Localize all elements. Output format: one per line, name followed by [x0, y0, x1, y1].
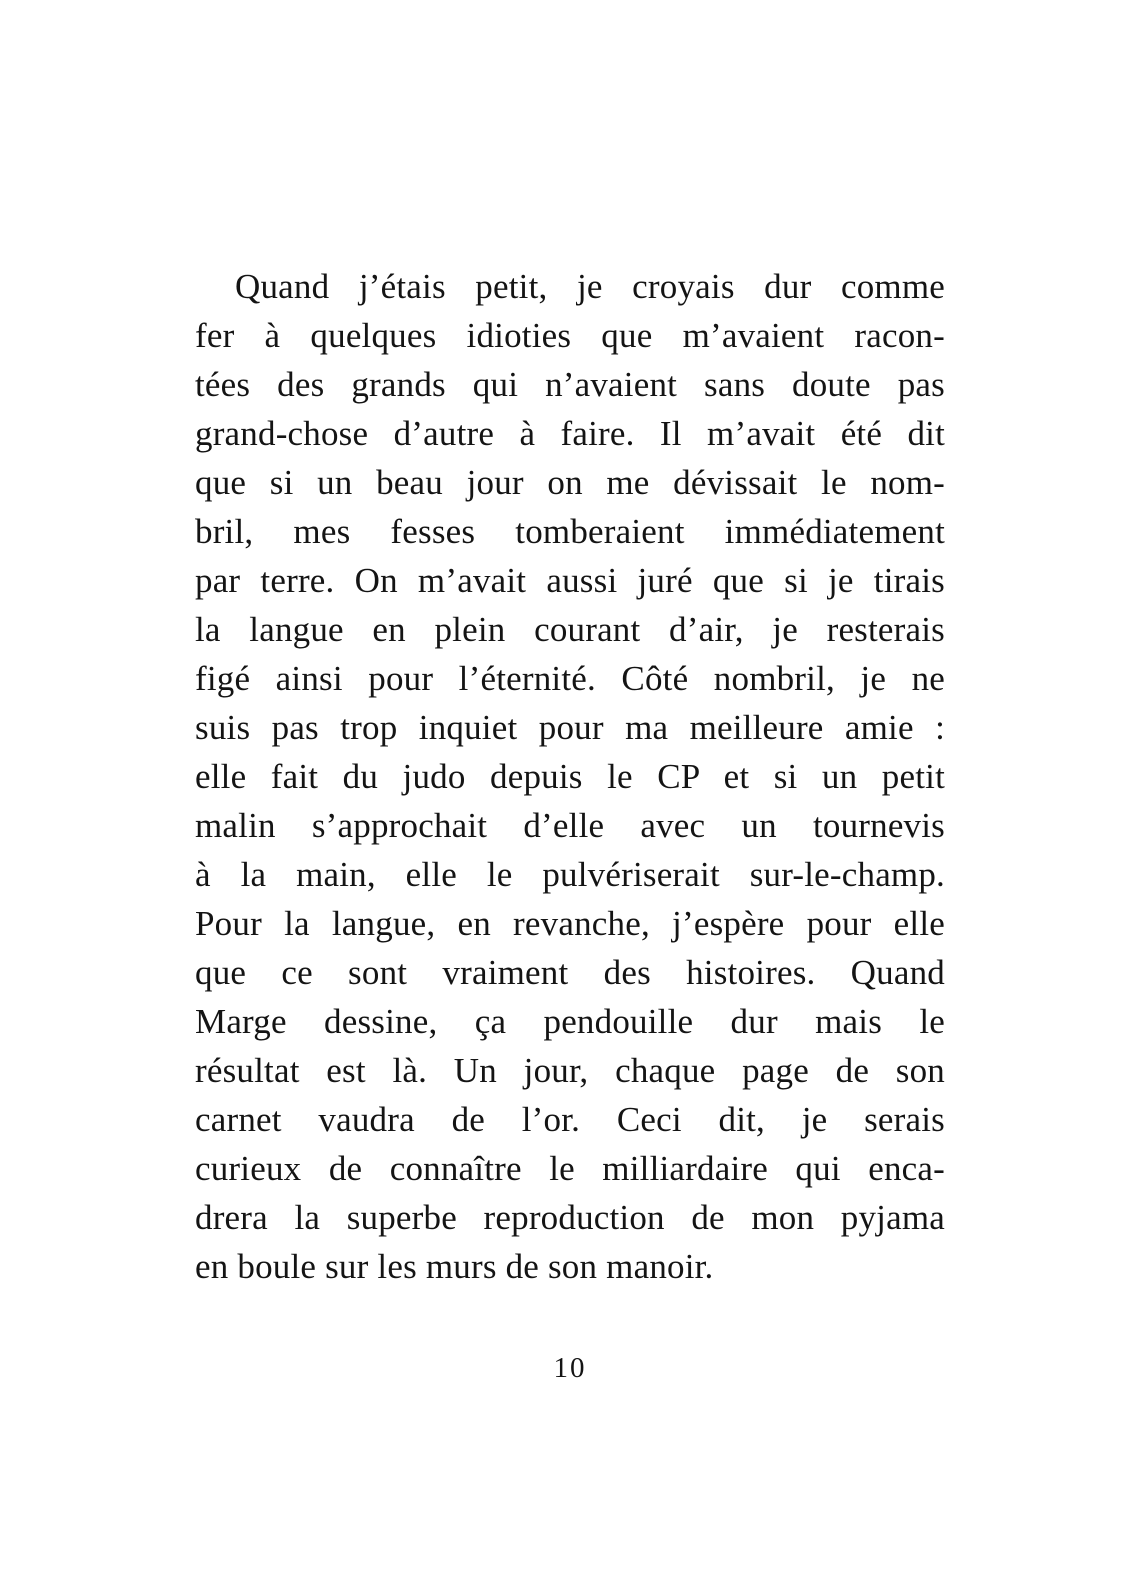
text-line: figé ainsi pour l’éternité. Côté nombril, je ne [195, 659, 945, 698]
text-line: suis pas trop inquiet pour ma meilleure amie : [195, 708, 945, 747]
text-line: que si un beau jour on me dévissait le nom- [195, 463, 945, 502]
text-line: Quand j’étais petit, je croyais dur comme [235, 267, 945, 306]
text-line: curieux de connaître le milliardaire qui enca- [195, 1149, 945, 1188]
text-line: Pour la langue, en revanche, j’espère pour elle [195, 904, 945, 943]
text-line: drera la superbe reproduction de mon pyjama [195, 1198, 945, 1237]
text-line: elle fait du judo depuis le CP et si un petit [195, 757, 945, 796]
text-line: bril, mes fesses tomberaient immédiatement [195, 512, 945, 551]
text-line: grand-chose d’autre à faire. Il m’avait été dit [195, 414, 945, 453]
text-line: par terre. On m’avait aussi juré que si je tirais [195, 561, 945, 600]
page-number: 10 [553, 1352, 587, 1384]
text-line: malin s’approchait d’elle avec un tournevis [195, 806, 945, 845]
paragraph [195, 262, 945, 1291]
text-line: en boule sur les murs de son manoir. [195, 1247, 714, 1286]
text-line: Marge dessine, ça pendouille dur mais le [195, 1002, 945, 1041]
text-line: tées des grands qui n’avaient sans doute pas [195, 365, 945, 404]
text-line: la langue en plein courant d’air, je resterais [195, 610, 945, 649]
text-line: à la main, elle le pulvériserait sur-le-champ. [195, 855, 945, 894]
text-line: que ce sont vraiment des histoires. Quand [195, 953, 945, 992]
text-line: carnet vaudra de l’or. Ceci dit, je serais [195, 1100, 945, 1139]
text-line: fer à quelques idioties que m’avaient racon- [195, 316, 945, 355]
text-line: résultat est là. Un jour, chaque page de son [195, 1051, 945, 1090]
